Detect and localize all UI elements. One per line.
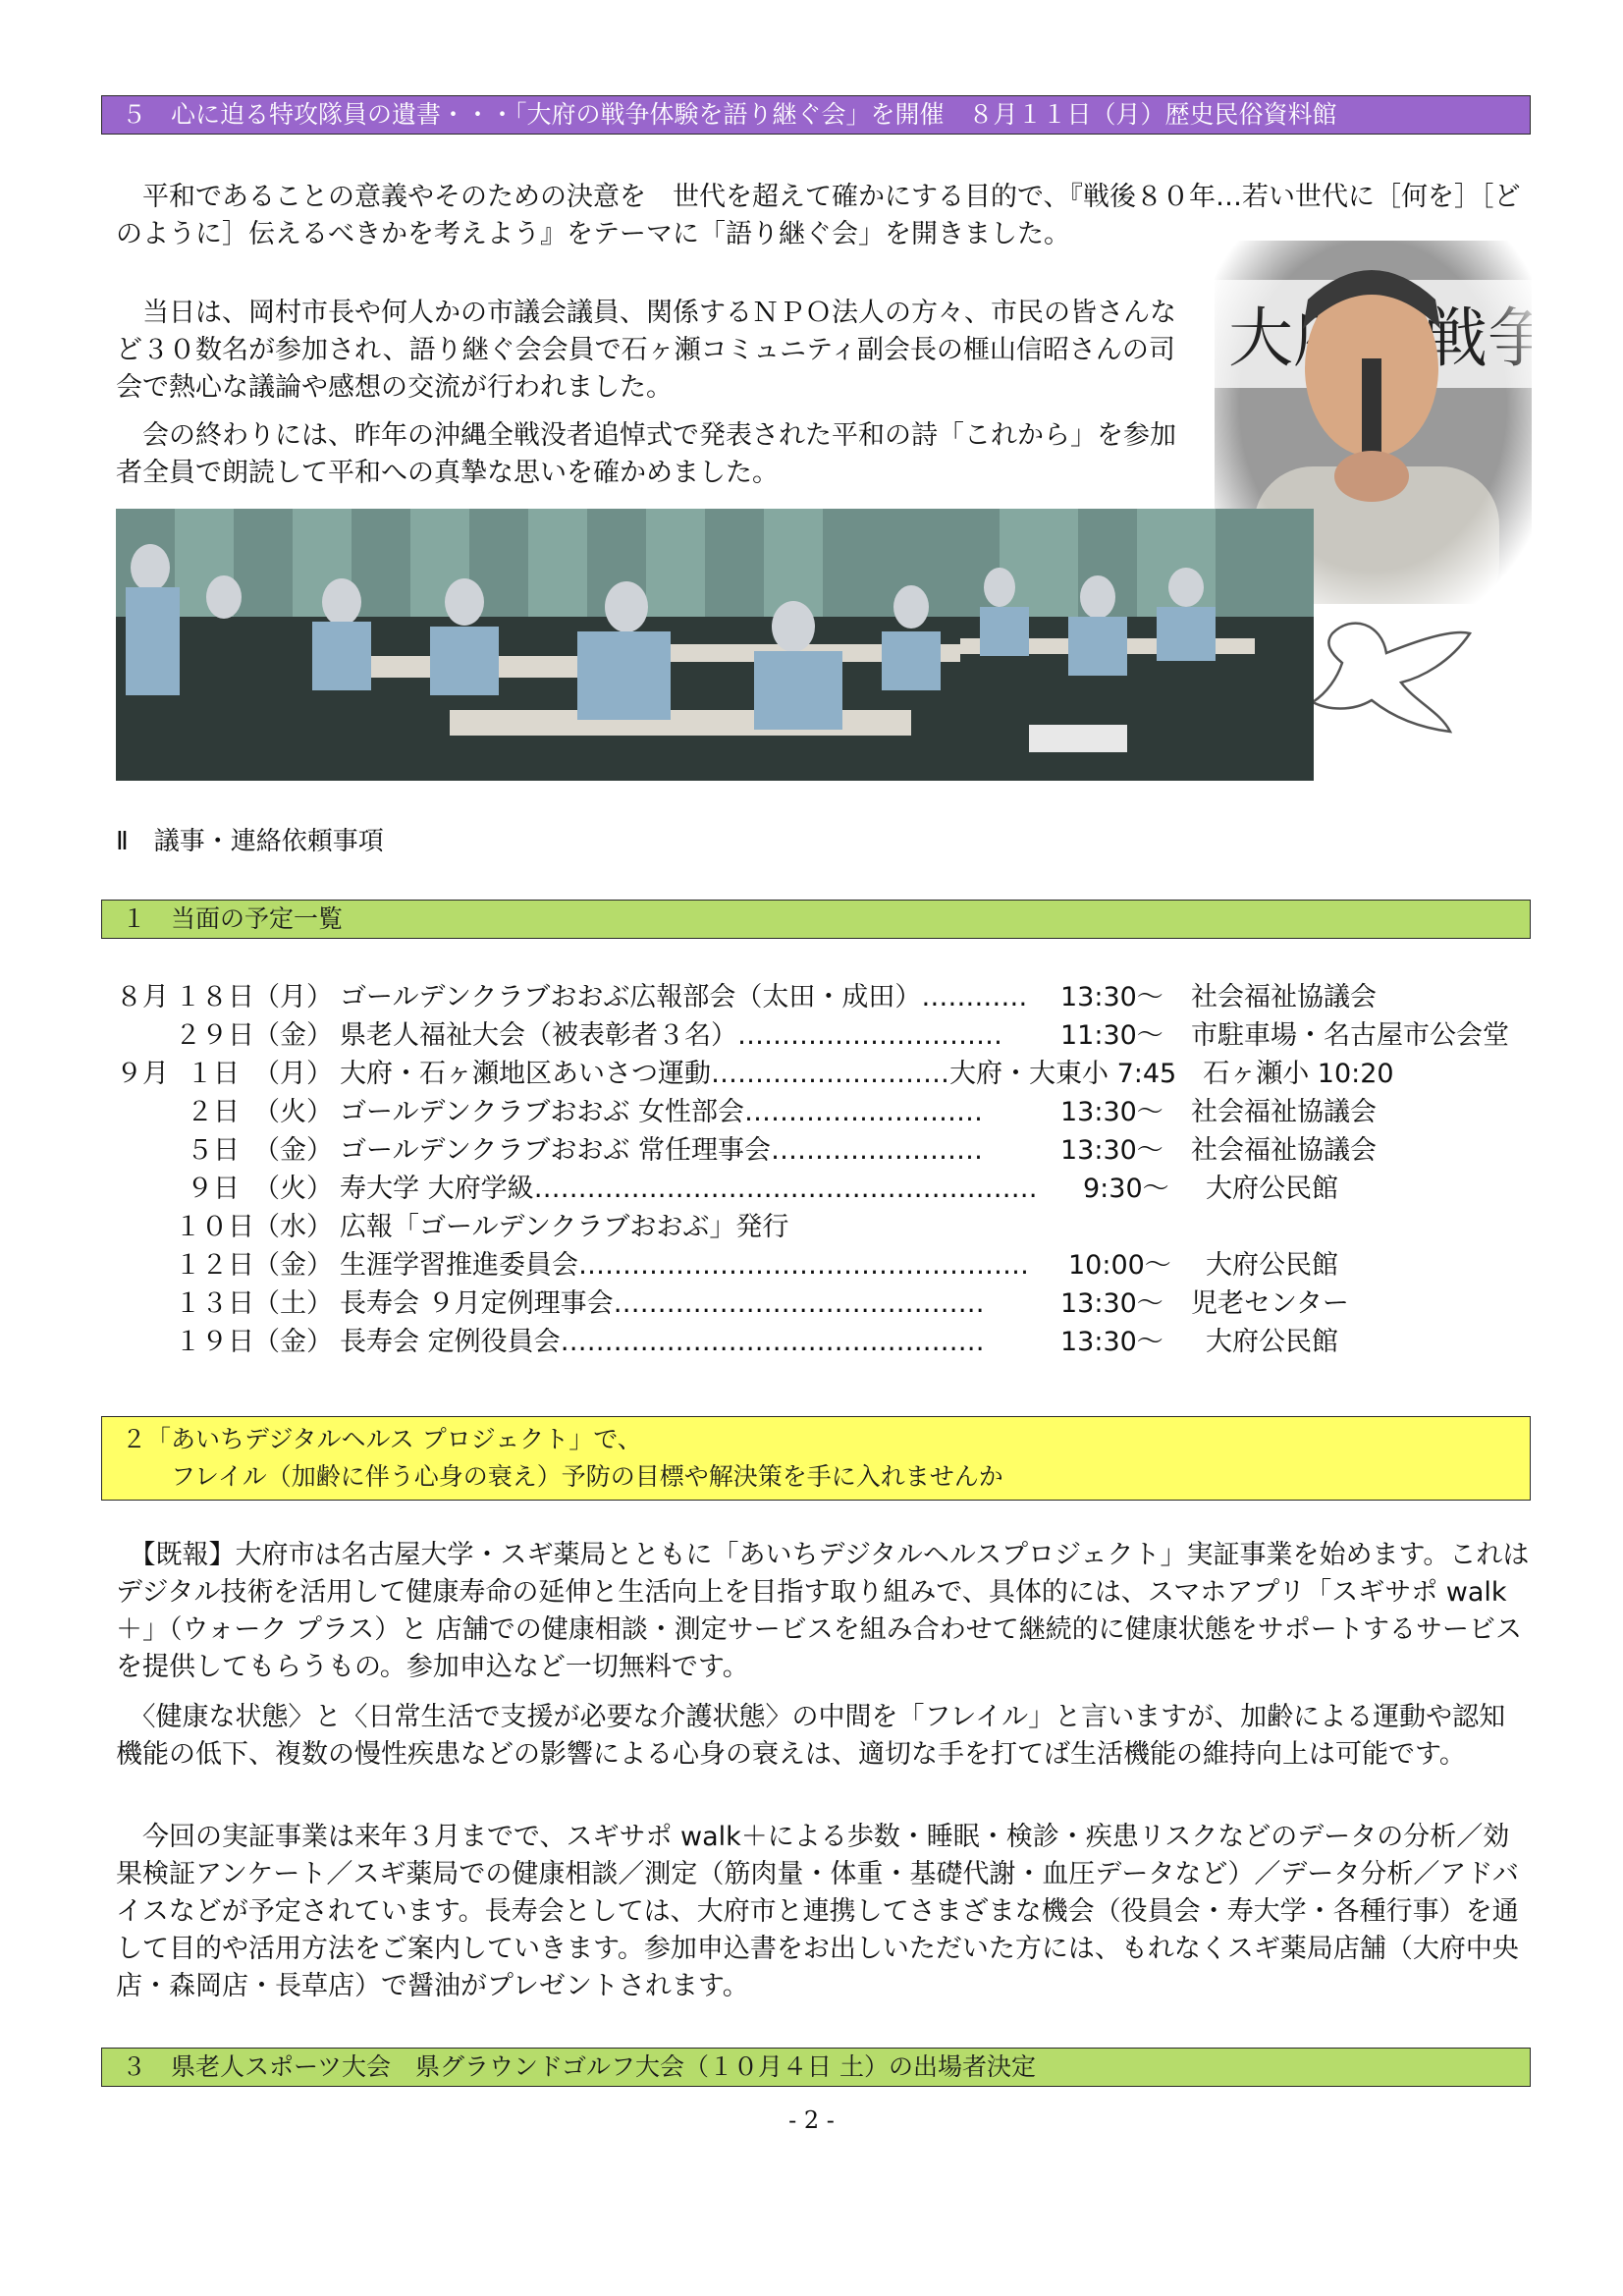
section3-banner	[101, 2048, 1531, 2087]
page-number: - 2 -	[788, 2106, 835, 2134]
schedule-banner	[101, 900, 1531, 939]
schedule-day: １０日	[175, 1212, 254, 1242]
schedule-row	[116, 1208, 1530, 1246]
schedule-time: 9:30～	[1083, 1174, 1169, 1204]
schedule-row	[116, 1170, 1530, 1208]
schedule-dow: （金）	[253, 1327, 333, 1357]
section5-banner-text: ５ 心に迫る特攻隊員の遺書・・・「大府の戦争体験を語り継ぐ会」を開催 ８月１１日（月）歴史民俗資料館	[122, 100, 1337, 129]
schedule-month: ８月	[116, 982, 169, 1012]
schedule-place: 大府公民館	[1206, 1327, 1338, 1357]
schedule-day: ２９日	[175, 1020, 254, 1051]
schedule-place: 社会福祉協議会	[1191, 982, 1377, 1012]
schedule-day: １３日	[175, 1288, 254, 1319]
schedule-month: ９月	[116, 1059, 169, 1089]
schedule-event: 生涯学習推進委員会……………………………………………	[340, 1250, 1029, 1281]
schedule-row	[116, 1131, 1530, 1170]
schedule-day: １日	[187, 1059, 240, 1089]
schedule-row	[116, 1055, 1530, 1093]
schedule-event: 長寿会 定例役員会…………………………………………	[340, 1327, 985, 1357]
schedule-day: １２日	[175, 1250, 254, 1281]
schedule-time: 13:30～	[1060, 1097, 1163, 1127]
schedule-banner-text: １ 当面の予定一覧	[122, 904, 344, 933]
schedule-place: 児老センター	[1191, 1288, 1349, 1319]
schedule-time: 13:30～	[1060, 1327, 1163, 1357]
schedule-event: ゴールデンクラブおおぶ 常任理事会……………………	[340, 1135, 983, 1166]
schedule-place: 市駐車場・名古屋市公会堂	[1191, 1020, 1509, 1051]
digital-health-paragraph-3: 今回の実証事業は来年３月までで、スギサポ walk＋による歩数・睡眠・検診・疾患リスクなどのデータの分析／効果検証アンケート／スギ薬局での健康相談／測定（筋肉量・体重・基礎代謝・血圧データなど）／データ分析／アドバイスなどが予定されています。長寿会としては、大府市と連携してさまざまな機会（役員会・寿大学・各種行事）を通して目的や活用方法をご案内していきます。参加申込書をお出しいただいた方には、もれなくスギ薬局店舗（大府中央店・森岡店・長草店）で醤油がプレゼントされます。	[116, 1822, 1519, 2001]
schedule-row	[116, 1093, 1530, 1131]
digital-health-banner-line1: ２「あいちデジタルヘルス プロジェクト」で、	[122, 1425, 642, 1453]
schedule-event: 大府・石ヶ瀬地区あいさつ運動………………………大府・大東小 7:45 石ヶ瀬小 10:20	[340, 1059, 1394, 1089]
digital-health-paragraph-2: 〈健康な状態〉と〈日常生活で支援が必要な介護状態〉の中間を「フレイル」と言いますが、加齢による運動や認知機能の低下、複数の慢性疾患などの影響による心身の衰えは、適切な手を打てば生活機能の維持向上は可能です。	[116, 1702, 1506, 1770]
schedule-time: 13:30～	[1060, 982, 1163, 1012]
schedule-dow: （土）	[253, 1288, 333, 1319]
schedule-dow: （火）	[253, 1097, 333, 1127]
section5-paragraph-3: 会の終わりには、昨年の沖縄全戦没者追悼式で発表された平和の詩「これから」を参加者全員で朗読して平和への真摯な思いを確かめました。	[116, 420, 1176, 488]
schedule-dow: （金）	[253, 1020, 333, 1051]
schedule-event: 広報「ゴールデンクラブおおぶ」発行	[340, 1212, 789, 1242]
section5-paragraph-1: 平和であることの意義やそのための決意を 世代を超えて確かにする目的で、『戦後８０年…若い世代に［何を］［どのように］伝えるべきかを考えよう』をテーマに「語り継ぐ会」を開きました。	[116, 182, 1521, 249]
schedule-event: 寿大学 大府学級…………………………………………………	[340, 1174, 1038, 1204]
schedule-dow: （水）	[253, 1212, 333, 1242]
schedule-row	[116, 1323, 1530, 1361]
schedule-time: 13:30～	[1060, 1135, 1163, 1166]
schedule-event: ゴールデンクラブおおぶ 女性部会………………………	[340, 1097, 983, 1127]
schedule-row	[116, 978, 1530, 1016]
section3-banner-text: ３ 県老人スポーツ大会 県グラウンドゴルフ大会（１０月４日 土）の出場者決定	[122, 2052, 1036, 2081]
schedule-list	[116, 978, 1530, 1361]
digital-health-banner-line2: フレイル（加齢に伴う心身の衰え）予防の目標や解決策を手に入れませんか	[122, 1462, 1003, 1491]
schedule-day: ２日	[187, 1097, 240, 1127]
schedule-place: 大府公民館	[1206, 1174, 1338, 1204]
schedule-day: １８日	[175, 982, 254, 1012]
schedule-event: 長寿会 ９月定例理事会……………………………………	[340, 1288, 985, 1319]
schedule-place: 大府公民館	[1206, 1250, 1338, 1281]
schedule-dow: （金）	[253, 1135, 333, 1166]
schedule-dow: （金）	[253, 1250, 333, 1281]
schedule-dow: （火）	[253, 1174, 333, 1204]
section2-heading: Ⅱ 議事・連絡依頼事項	[116, 827, 384, 856]
schedule-day: ５日	[187, 1135, 240, 1166]
schedule-row	[116, 1246, 1530, 1285]
schedule-dow: （月）	[253, 1059, 333, 1089]
section5-paragraph-2: 当日は、岡村市長や何人かの市議会議員、関係するＮＰＯ法人の方々、市民の皆さんなど３０数名が参加され、語り継ぐ会会員で石ヶ瀬コミュニティ副会長の榧山信昭さんの司会で熱心な議論や感想の交流が行われました。	[116, 298, 1176, 403]
schedule-row	[116, 1285, 1530, 1323]
schedule-row	[116, 1016, 1530, 1055]
schedule-event: ゴールデンクラブおおぶ広報部会（太田・成田）…………	[340, 982, 1028, 1012]
schedule-time: 11:30～	[1060, 1020, 1163, 1051]
schedule-time: 10:00～	[1068, 1250, 1171, 1281]
digital-health-paragraph-1: 【既報】大府市は名古屋大学・スギ薬局とともに「あいちデジタルヘルスプロジェクト」実証事業を始めます。これはデジタル技術を活用して健康寿命の延伸と生活向上を目指す取り組みで、具体的には、スマホアプリ「スギサポ walk＋」（ウォーク プラス）と 店舗での健康相談・測定サービスを組み合わせて継続的に健康状態をサポートするサービスを提供してもらうもの。参加申込など一切無料です。	[116, 1540, 1530, 1682]
meeting-photo	[116, 509, 1314, 781]
schedule-event: 県老人福祉大会（被表彰者３名）…………………………	[340, 1020, 1002, 1051]
schedule-day: ９日	[187, 1174, 240, 1204]
schedule-place: 社会福祉協議会	[1191, 1135, 1377, 1166]
digital-health-banner	[101, 1416, 1531, 1501]
schedule-day: １９日	[175, 1327, 254, 1357]
schedule-time: 13:30～	[1060, 1288, 1163, 1319]
schedule-place: 社会福祉協議会	[1191, 1097, 1377, 1127]
section5-banner	[101, 95, 1531, 135]
schedule-dow: （月）	[253, 982, 333, 1012]
